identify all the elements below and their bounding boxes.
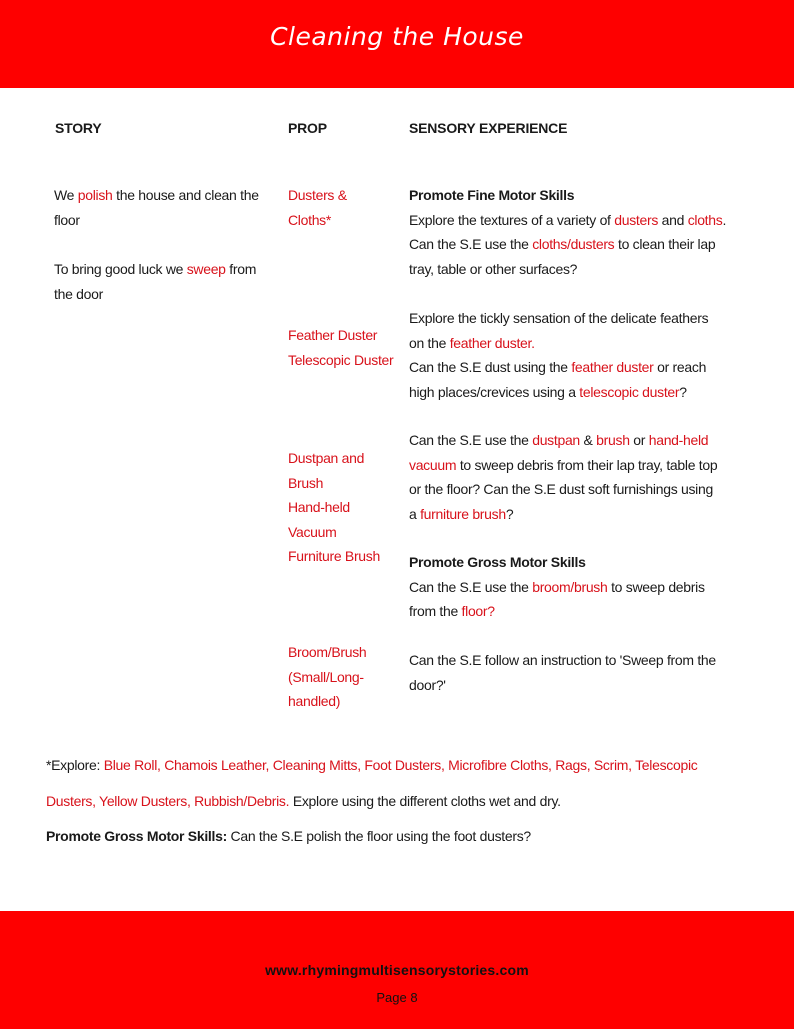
prop-dusters-cloths: Dusters & Cloths* (288, 187, 347, 228)
prop-dustpan-vacuum-brush: Dustpan and Brush Hand-held Vacuum Furniture Brush (288, 450, 380, 564)
story-paragraph-1 (54, 183, 259, 232)
explore-note: *Explore: Blue Roll, Chamois Leather, Cleaning Mitts, Foot Dusters, Microfibre Cloths, Rags, Scrim, Telescopic (46, 757, 698, 773)
sensory-dustpan-vacuum: Can the S.E use the dustpan & brush or hand-held vacuum to sweep debris from their lap tray, table top or the floor? Can the S.E dust soft furnishings using a furniture brush? (409, 432, 718, 522)
sensory-heading: Promote Fine Motor Skills (409, 187, 575, 203)
column-header-story: STORY (55, 120, 102, 136)
story-line: floor (54, 211, 80, 228)
sensory-feather-duster: Explore the tickly sensation of the delicate feathers on the feather duster. Can the S.E dust using the feather duster or reach high places/crevices using a telescopic duster? (409, 310, 709, 400)
prop-feather-telescopic-duster: Feather Duster Telescopic Duster (288, 327, 394, 368)
sensory-sweep-instruction: Can the S.E follow an instruction to 'Sweep from the door?' (409, 652, 716, 693)
story-line: the door (54, 285, 103, 302)
website-link[interactable]: www.rhymingmultisensorystories.com (265, 962, 529, 978)
column-header-prop: PROP (288, 120, 327, 136)
page-title: Cleaning the House (270, 22, 524, 51)
sensory-heading: Promote Gross Motor Skills (409, 554, 586, 570)
page-number: Page 8 (376, 990, 418, 1005)
column-header-sensory: SENSORY EXPERIENCE (409, 120, 568, 136)
sensory-gross-motor: Promote Gross Motor Skills Can the S.E use the broom/brush to sweep debris from the floor? (409, 550, 705, 624)
explore-note-continued: Dusters, Yellow Dusters, Rubbish/Debris. Explore using the different cloths wet and dry. (46, 793, 561, 809)
story-line: To bring good luck we sweep from (54, 261, 257, 277)
prop-broom-brush: Broom/Brush (Small/Long- handled) (288, 644, 367, 709)
sensory-fine-motor: Promote Fine Motor Skills Explore the textures of a variety of dusters and cloths. Can the S.E use the cloths/dusters to clean their lap tray, table or other surfaces? (409, 183, 726, 281)
story-paragraph-2 (54, 257, 256, 306)
gross-motor-note: Promote Gross Motor Skills: Can the S.E polish the floor using the foot dusters? (46, 828, 531, 844)
story-line: We polish the house and clean the (54, 187, 259, 203)
